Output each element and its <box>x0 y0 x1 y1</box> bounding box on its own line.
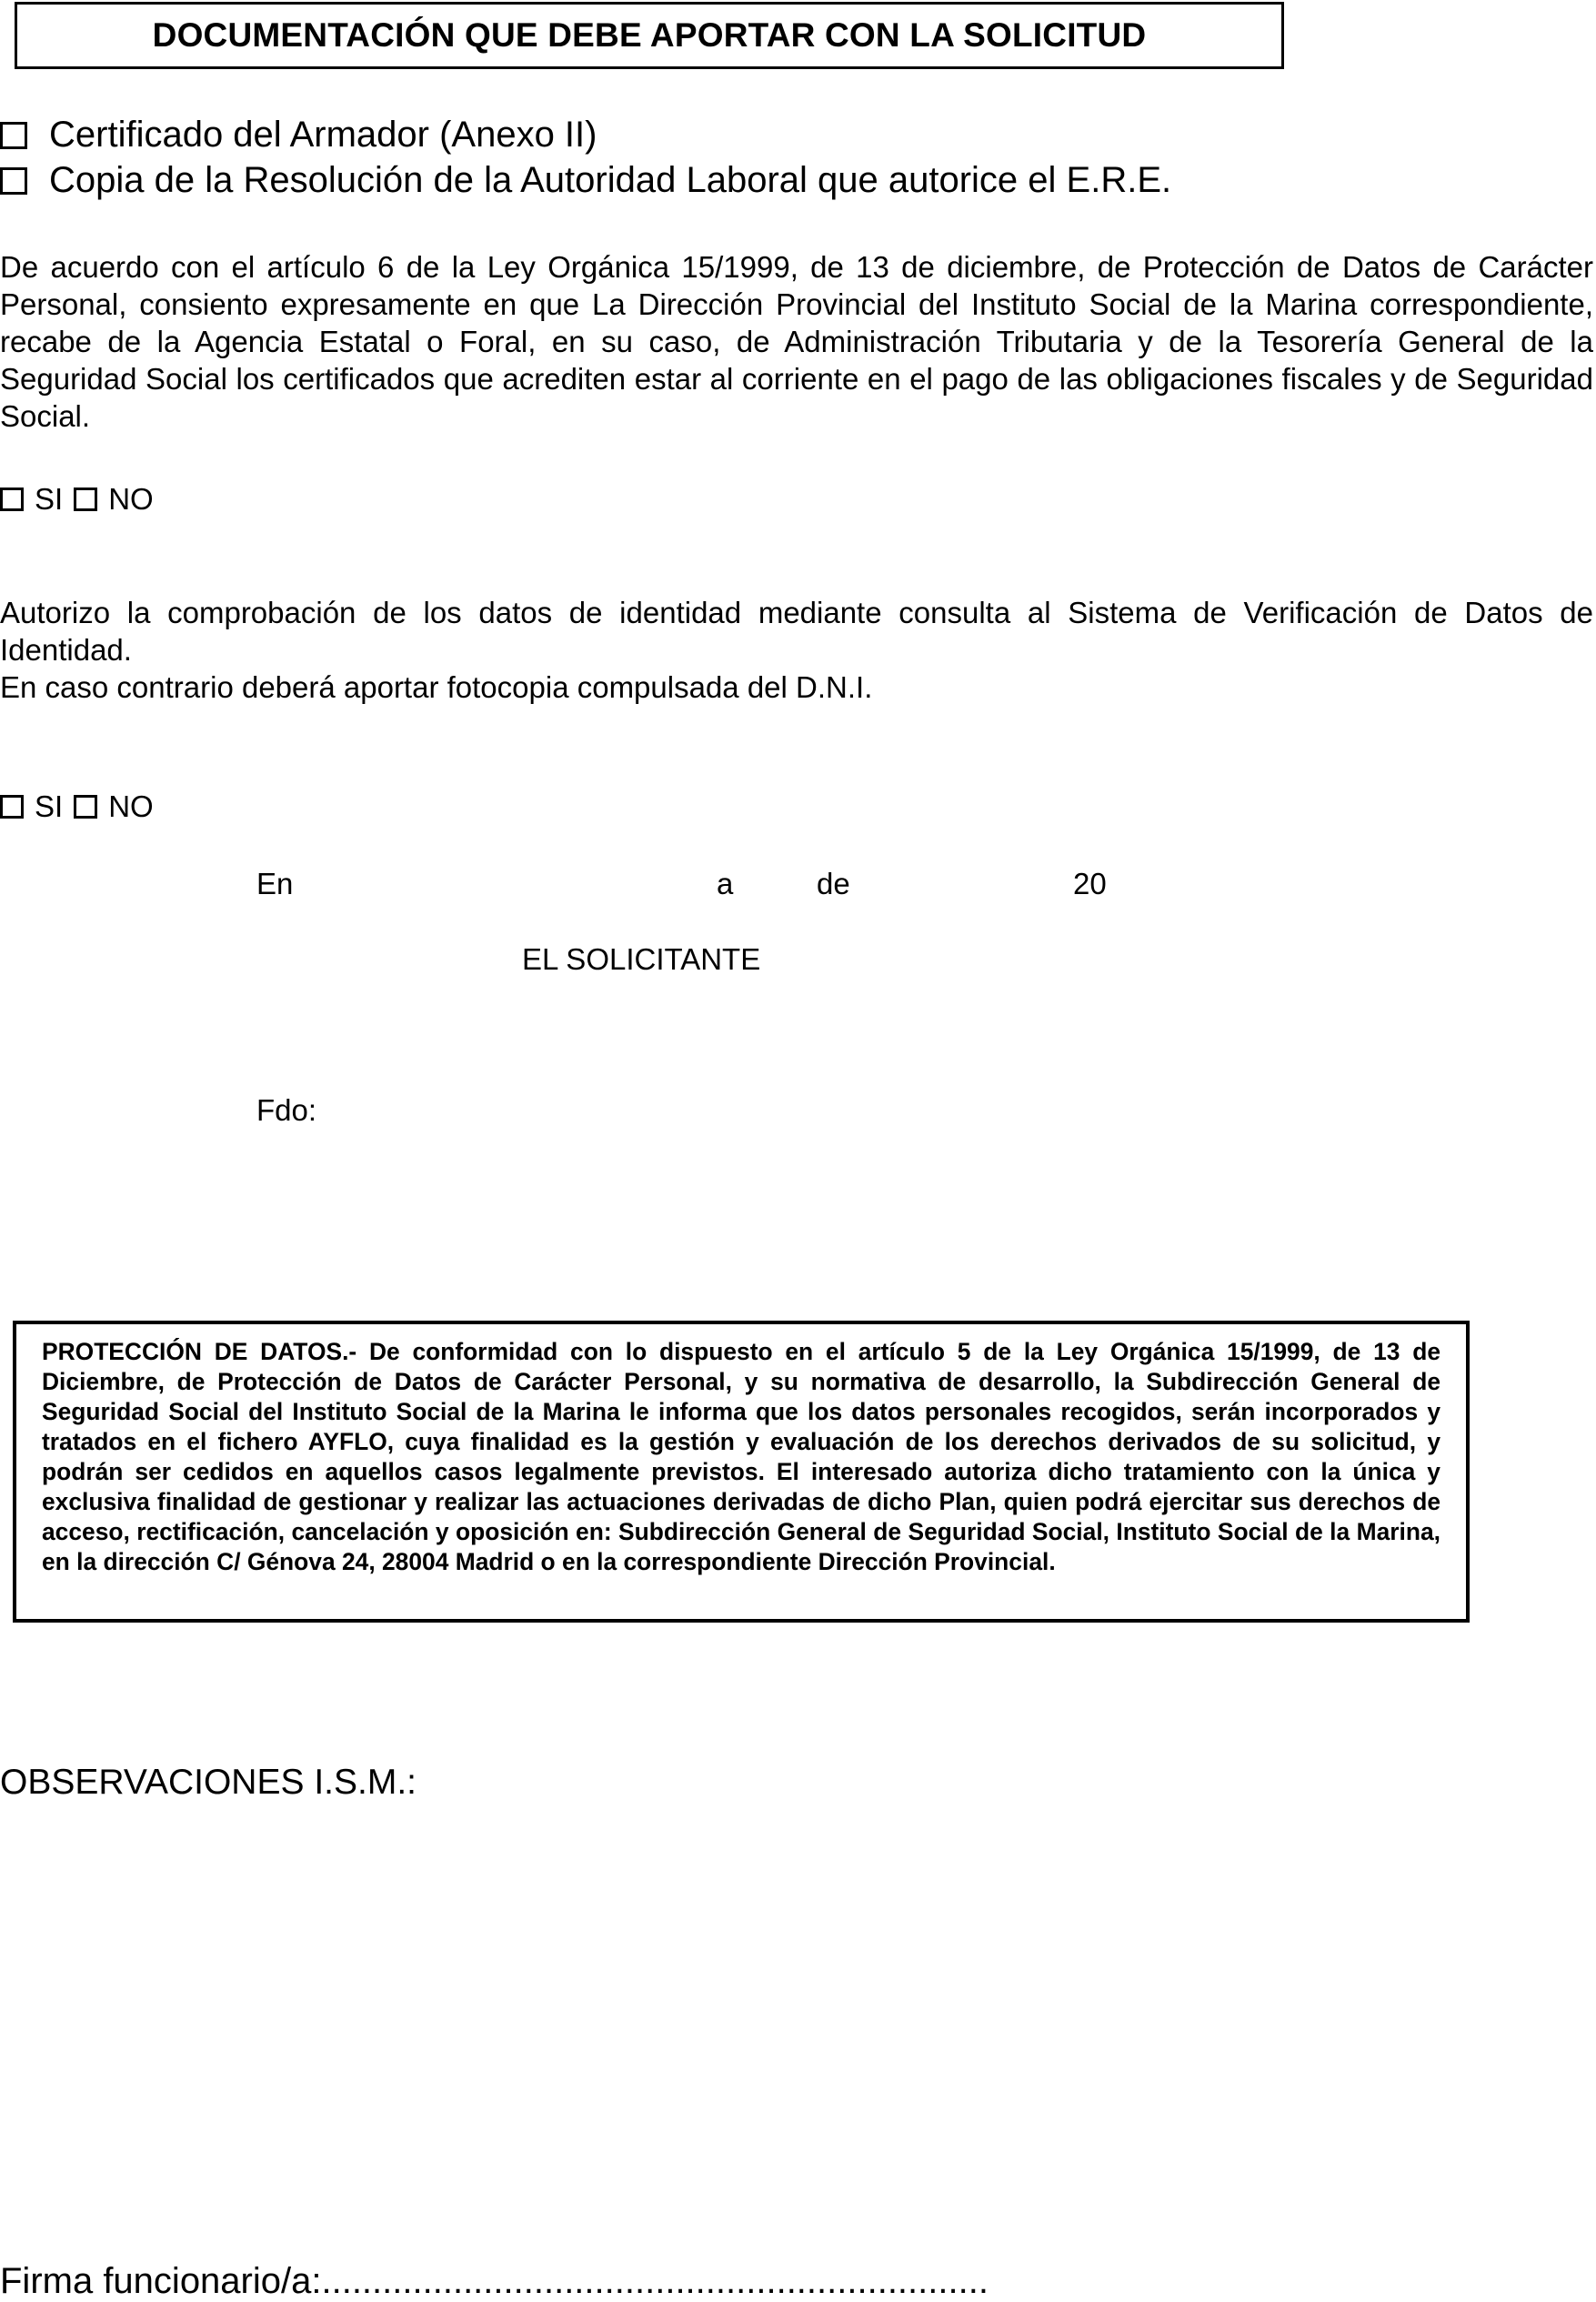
title-box <box>15 2 1284 69</box>
checkbox-identity-no[interactable] <box>74 795 97 819</box>
option-tax-no-label: NO <box>108 482 154 516</box>
data-protection-box <box>13 1321 1470 1623</box>
official-signature-label: Firma funcionario/a:.................................................................. <box>0 2261 989 2301</box>
consent-tax-options <box>0 482 154 517</box>
checkbox-labor-resolution[interactable] <box>0 167 27 195</box>
checkbox-identity-yes[interactable] <box>0 795 24 819</box>
document-item-armador <box>0 115 597 156</box>
month-label: de <box>817 867 850 900</box>
place-label: En <box>256 867 294 900</box>
consent-identity-paragraph <box>0 594 1593 706</box>
page-title: DOCUMENTACIÓN QUE DEBE APORTAR CON LA SOLICITUD <box>152 16 1147 54</box>
observations-label: OBSERVACIONES I.S.M.: <box>0 1763 417 1802</box>
day-label: a <box>717 867 734 900</box>
checkbox-tax-no[interactable] <box>74 488 97 511</box>
document-label-resolution: Copia de la Resolución de la Autoridad Laboral que autorice el E.R.E. <box>49 160 1172 200</box>
year-label: 20 <box>1073 867 1107 900</box>
document-label-armador: Certificado del Armador (Anexo II) <box>49 115 597 155</box>
checkbox-tax-yes[interactable] <box>0 488 24 511</box>
consent-identity-line2: En caso contrario deberá aportar fotocopia compulsada del D.N.I. <box>0 670 873 704</box>
option-identity-no-label: NO <box>108 789 154 823</box>
option-identity-yes-label: SI <box>35 789 64 823</box>
checkbox-armador-certificate[interactable] <box>0 122 27 149</box>
option-tax-yes-label: SI <box>35 482 64 516</box>
data-protection-text: PROTECCIÓN DE DATOS.- De conformidad con lo dispuesto en el artículo 5 de la Ley Orgánica 15/1999, de 13 de Diciembre, de Protección de Datos de Carácter Personal, y su normativa de desarrollo, la Subdirección General de Seguridad Social del Instituto Social de la Marina le informa que los datos personales recogidos, serán incorporados y tratados en el fichero AYFLO, cuya finalidad es la gestión y evaluación de los derechos derivados de su solicitud, y podrán ser cedidos en aquellos casos legalmente previstos. El interesado autoriza dicho tratamiento con la única y exclusiva finalidad de gestionar y realizar las actuaciones derivadas de dicho Plan, quien podrá ejercitar sus derechos de acceso, rectificación, cancelación y oposición en: Subdirección General de Seguridad Social, Instituto Social de la Marina, en la dirección C/ Génova 24, 28004 Madrid o en la correspondiente Dirección Provincial. <box>42 1338 1440 1575</box>
applicant-label: EL SOLICITANTE <box>522 942 761 976</box>
consent-identity-line1: Autorizo la comprobación de los datos de identidad mediante consulta al Sistema de Verificación de Datos de Identidad. <box>0 596 1593 667</box>
document-item-resolution <box>0 160 1171 201</box>
signed-label: Fdo: <box>256 1093 317 1127</box>
consent-identity-options <box>0 789 154 824</box>
consent-tax-paragraph: De acuerdo con el artículo 6 de la Ley Orgánica 15/1999, de 13 de diciembre, de Protección de Datos de Carácter Personal, consiento expresamente en que La Dirección Provincial del Instituto Social de la Marina correspondiente, recabe de la Agencia Estatal o Foral, en su caso, de Administración Tributaria y de la Tesorería General de la Seguridad Social los certificados que acrediten estar al corriente en el pago de las obligaciones fiscales y de Seguridad Social. <box>0 250 1593 433</box>
